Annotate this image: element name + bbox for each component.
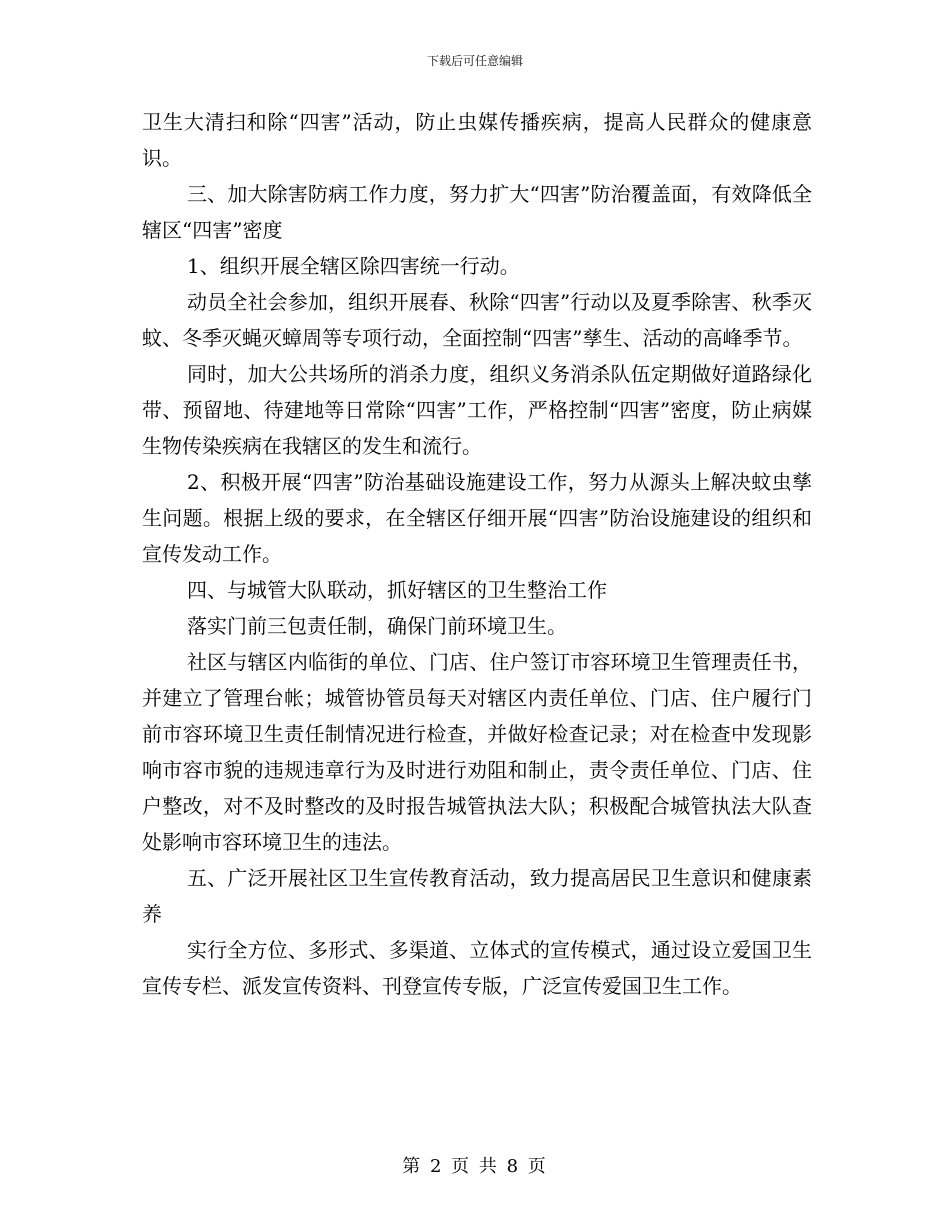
paragraph-responsibility: 落实门前三包责任制，确保门前环境卫生。 xyxy=(187,614,567,638)
section-heading-three: 三、加大除害防病工作力度，努力扩大“四害”防治覆盖面，有效降低全辖区“四害”密度 xyxy=(142,182,812,242)
page-header-note: 下载后可任意编辑 xyxy=(426,54,523,68)
section-heading-four: 四、与城管大队联动，抓好辖区的卫生整治工作 xyxy=(187,578,607,602)
section-heading-five: 五、广泛开展社区卫生宣传教育活动，致力提高居民卫生意识和健康素养 xyxy=(142,866,812,926)
page-number-footer: 第 2 页 共 8 页 xyxy=(402,1156,548,1177)
paragraph-community-management: 社区与辖区内临街的单位、门店、住户签订市容环境卫生管理责任书，并建立了管理台帐；城管协管员每天对辖区内责任单位、门店、住户履行门前市容环境卫生责任制情况进行检查，并做好检查记录；对在检查中发现影响市容市貌的违规违章行为及时进行劝阻和制止，责令责任单位、门店、住户整改，对不及时整改的及时报告城管执法大队；积极配合城管执法大队查处影响市容环境卫生的违法。 xyxy=(142,650,812,854)
paragraph-mobilization: 动员全社会参加，组织开展春、秋除“四害”行动以及夏季除害、秋季灭蚊、冬季灭蝇灭蟑周等专项行动，全面控制“四害”孳生、活动的高峰季节。 xyxy=(142,290,812,350)
subheading-item-1: 1、组织开展全辖区除四害统一行动。 xyxy=(187,254,520,278)
paragraph-continuation: 卫生大清扫和除“四害”活动，防止虫媒传播疾病，提高人民群众的健康意识。 xyxy=(142,110,812,170)
subheading-item-2: 2、积极开展“四害”防治基础设施建设工作，努力从源头上解决蚊虫孳生问题。根据上级的要求，在全辖区仔细开展“四害”防治设施建设的组织和宣传发动工作。 xyxy=(142,470,812,566)
paragraph-disinfection: 同时，加大公共场所的消杀力度，组织义务消杀队伍定期做好道路绿化带、预留地、待建地等日常除“四害”工作，严格控制“四害”密度，防止病媒生物传染疾病在我辖区的发生和流行。 xyxy=(142,362,812,458)
document-body xyxy=(142,104,812,1004)
paragraph-publicity: 实行全方位、多形式、多渠道、立体式的宣传模式，通过设立爱国卫生宣传专栏、派发宣传资料、刊登宣传专版，广泛宣传爱国卫生工作。 xyxy=(142,938,812,998)
